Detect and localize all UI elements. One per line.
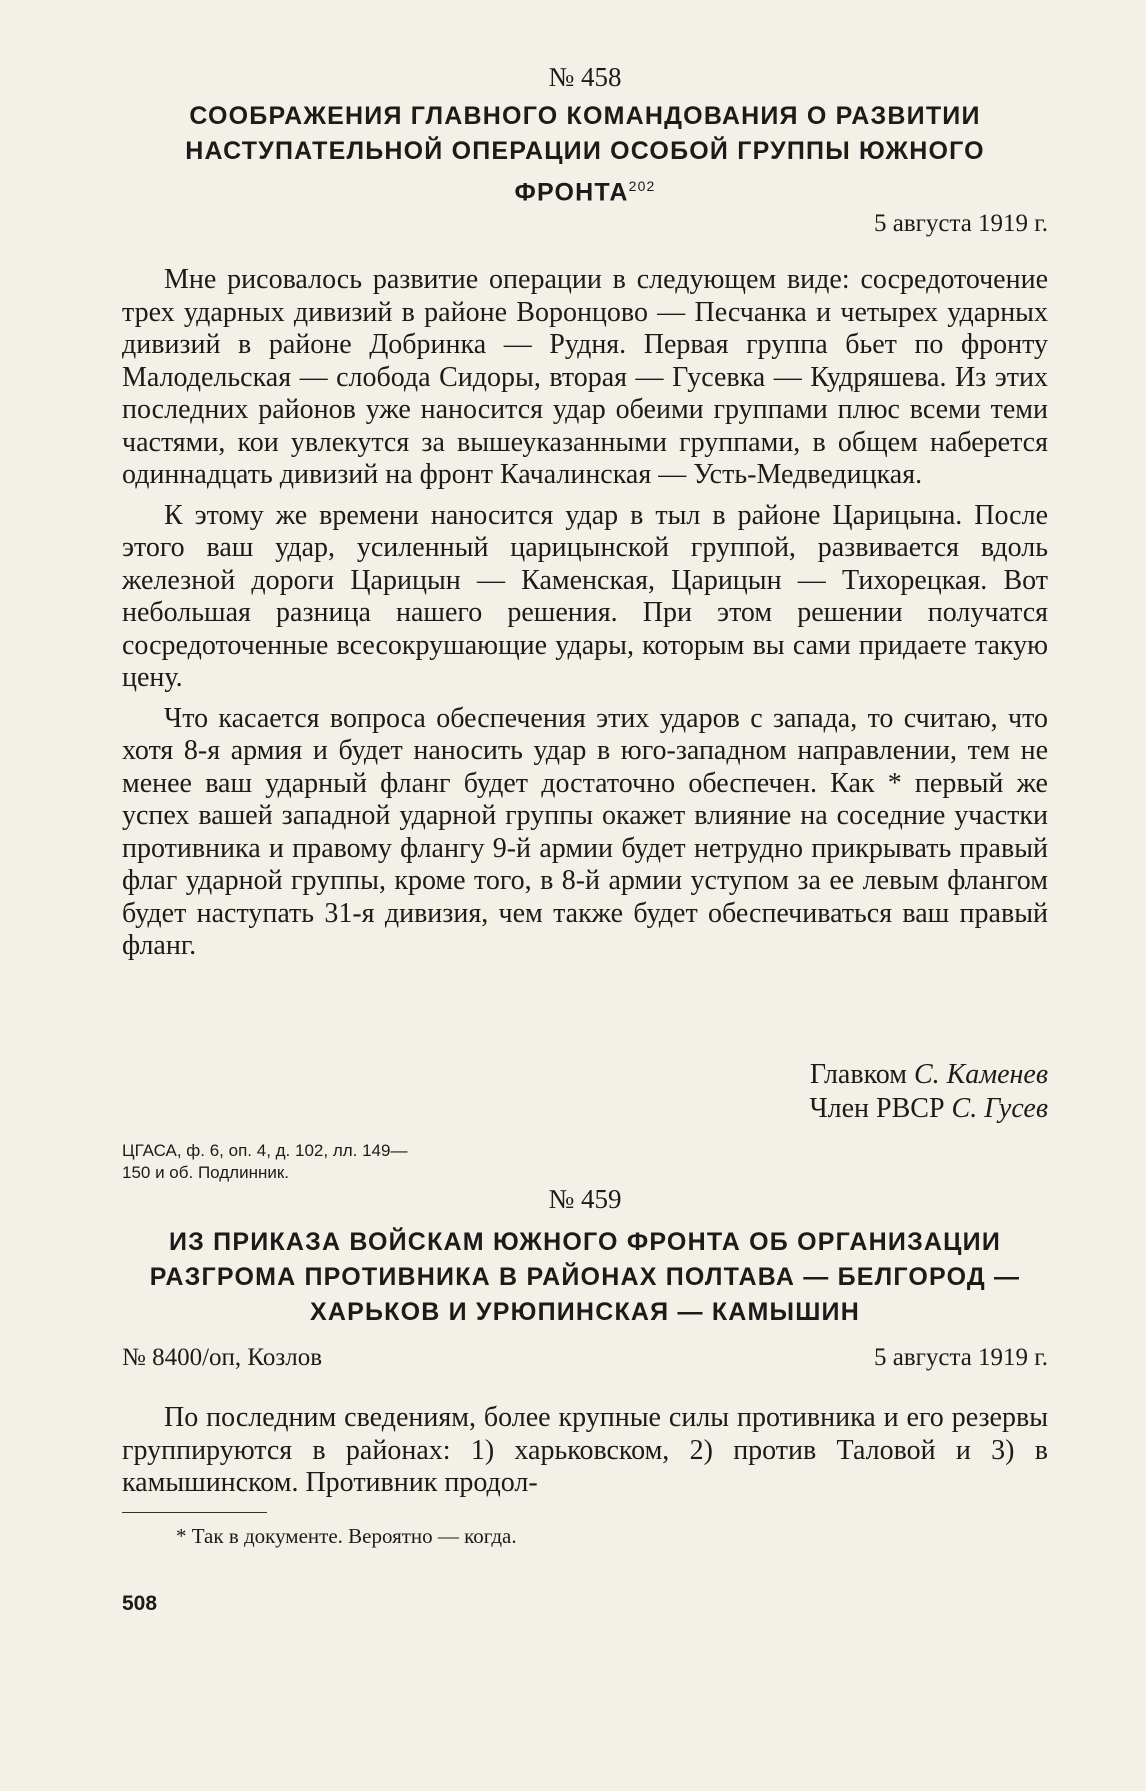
footnote-divider [122,1512,267,1513]
paragraph: Мне рисовалось развитие операции в следующем виде: сосредоточение трех ударных дивизий в районе Воронцово — Песчанка и четырех ударных дивизий в районе Добринка — Рудня. Первая группа бьет по фронту Малодельская — слобода Сидоры, вторая — Гусевка — Кудряшева. Из этих последних районов уже наносится удар обеими группами плюс всеми теми частями, кои увлекутся за вышеуказанными группами, в общем наберется одиннадцать дивизий на фронт Качалинская — Усть-Медведицкая. [122,264,1048,491]
order-reference: № 8400/оп, Козлов [122,1344,323,1371]
document-459 [122,1184,1048,1500]
document-date: 5 августа 1919 г. [873,210,1048,238]
signature-line: Член РВСР С. Гусев [809,1093,1048,1124]
document-body [122,1402,1048,1500]
archive-source: ЦГАСА, ф. 6, оп. 4, д. 102, лл. 149— 150 и об. Подлинник. [122,1141,408,1182]
signature-name: С. Каменев [913,1059,1048,1090]
footnote-reference: 202 [628,178,656,194]
document-date: 5 августа 1919 г. [873,1344,1048,1371]
signature-name: С. Гусев [951,1093,1048,1124]
document-title: ИЗ ПРИКАЗА ВОЙСКАМ ЮЖНОГО ФРОНТА ОБ ОРГАНИЗАЦИИ РАЗГРОМА ПРОТИВНИКА В РАЙОНАХ ПОЛТАВА — БЕЛГОРОД — ХАРЬКОВ И УРЮПИНСКАЯ — КАМЫШИН [149,1228,1021,1326]
document-body [122,264,1048,963]
document-number: № 458 [548,62,622,92]
paragraph: По последним сведениям, более крупные силы противника и его резервы группируются в районах: 1) харьковском, 2) против Таловой и 3) в камышинском. Противник продол- [122,1402,1048,1498]
footnote: * Так в документе. Вероятно — когда. [176,1524,517,1548]
order-header [122,1344,1048,1372]
paragraph: К этому же времени наносится удар в тыл в районе Царицына. После этого ваш удар, усиленный царицынской группой, развивается вдоль железной дороги Царицын — Каменская, Царицын — Тихорецкая. Вот небольшая разница нашего решения. При этом решении получатся сосредоточенные всесокрушающие удары, которым вы сами придаете такую цену. [122,499,1048,694]
document-458 [122,62,1048,963]
signatures [122,1058,1048,1126]
document-title: СООБРАЖЕНИЯ ГЛАВНОГО КОМАНДОВАНИЯ О РАЗВИТИИ НАСТУПАТЕЛЬНОЙ ОПЕРАЦИИ ОСОБОЙ ГРУППЫ ЮЖНОГО ФРОНТА$^{202}$ [185,102,985,207]
paragraph: Что касается вопроса обеспечения этих ударов с запада, то считаю, что хотя 8-я армия и будет наносить удар в юго-западном направлении, тем не менее ваш ударный фланг будет достаточно обеспечен. Как * первый же успех вашей западной ударной группы окажет влияние на соседние участки противника и правому флангу 9-й армии будет нетрудно прикрывать правый флаг ударной группы, кроме того, в 8-й армии уступом за ее левым флангом будет наступать 31-я дивизия, чем также будет обеспечиваться ваш правый фланг. [122,702,1048,962]
document-number: № 459 [548,1184,622,1214]
signature-line: Главком С. Каменев [809,1059,1048,1090]
page-number: 508 [122,1592,158,1615]
